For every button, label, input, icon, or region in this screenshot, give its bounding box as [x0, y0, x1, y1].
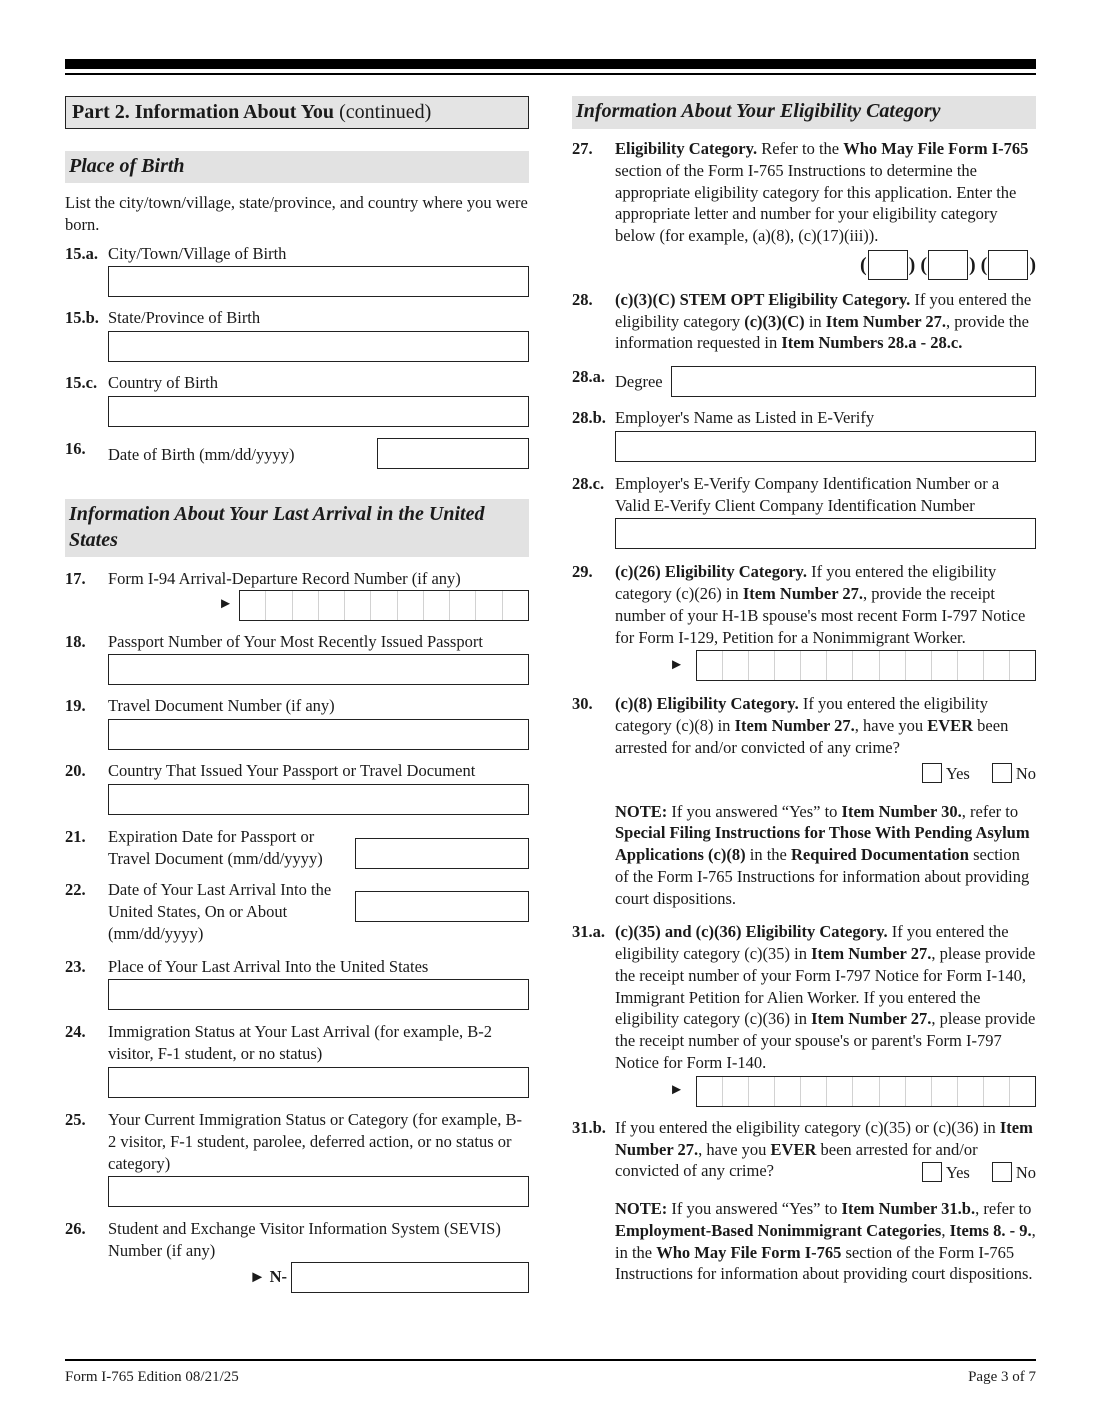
item-28 — [572, 289, 1036, 354]
item-21 — [65, 826, 529, 870]
item-31b — [572, 1117, 1036, 1285]
item-number: 27. — [572, 139, 593, 158]
item-number: 31.a. — [572, 922, 605, 942]
item-number: 28.a. — [572, 367, 605, 387]
item-number: 29. — [572, 562, 593, 582]
yes-checkbox[interactable] — [922, 763, 942, 783]
place-of-birth-heading: Place of Birth — [65, 151, 529, 183]
top-rule-thick — [65, 59, 1036, 69]
field-label: City/Town/Village of Birth — [108, 243, 287, 263]
arrow-icon: ► — [669, 1082, 684, 1099]
state-of-birth-input[interactable] — [108, 331, 529, 362]
field-label: Country of Birth — [108, 373, 218, 393]
part-suffix: (continued) — [339, 101, 432, 123]
category-number-input[interactable] — [928, 250, 968, 280]
passport-number-input[interactable] — [108, 654, 529, 685]
field-label: Employer's Name as Listed in E-Verify — [615, 408, 875, 428]
arrow-icon: ► — [669, 657, 684, 674]
item-29-text: (c)(26) Eligibility Category. If you entered the eligibility category (c)(26) in Item Number 27., provide the receipt number of your H-1B spouse's most recent Form I-797 Notice for Form I-129, Petition for a Nonimmigrant Worker. — [615, 562, 1026, 647]
field-label: Passport Number of Your Most Recently Issued Passport — [108, 631, 483, 651]
item-28a — [572, 366, 1036, 397]
degree-input[interactable] — [671, 366, 1036, 397]
item-number: 24. — [65, 1022, 86, 1042]
i94-number-input[interactable] — [239, 590, 529, 621]
item-22 — [65, 879, 529, 944]
form-edition: Form I-765 Edition 08/21/25 — [65, 1369, 239, 1385]
page-footer — [65, 1359, 1036, 1385]
item-31a — [572, 921, 1036, 1106]
item-number: 31.b. — [572, 1117, 606, 1137]
item-number: 15.c. — [65, 373, 98, 393]
item-19 — [65, 695, 529, 750]
item-15c — [65, 372, 529, 427]
field-label: Place of Your Last Arrival Into the United States — [108, 956, 429, 976]
item-number: 19. — [65, 696, 86, 716]
item-number: 28.b. — [572, 408, 606, 428]
employer-name-input[interactable] — [615, 431, 1036, 462]
current-status-input[interactable] — [108, 1176, 529, 1207]
passport-expiration-input[interactable] — [355, 838, 529, 869]
yes-option[interactable]: Yes — [922, 1162, 970, 1184]
item-20 — [65, 760, 529, 815]
item-23 — [65, 956, 529, 1011]
yes-option[interactable]: Yes — [922, 763, 970, 785]
item-25 — [65, 1109, 529, 1207]
field-label: Country That Issued Your Passport or Travel Document — [108, 761, 476, 781]
item-28-text: (c)(3)(C) STEM OPT Eligibility Category. If you entered the eligibility category (c)(3)(C) in Item Number 27., provide the information requested in Item Numbers 28.a - 28.c. — [615, 289, 1032, 353]
everify-id-input[interactable] — [615, 518, 1036, 549]
city-of-birth-input[interactable] — [108, 266, 529, 297]
status-at-arrival-input[interactable] — [108, 1067, 529, 1098]
item-24 — [65, 1021, 529, 1098]
no-checkbox[interactable] — [992, 1162, 1012, 1182]
field-label: Employer's E-Verify Company Identification Number or a Valid E-Verify Client Company Identification Number — [615, 473, 1000, 515]
part-title: Part 2. Information About You — [72, 101, 335, 123]
sevis-number-input[interactable] — [291, 1262, 529, 1293]
field-label: Degree — [615, 372, 663, 392]
item-29 — [572, 561, 1036, 681]
last-arrival-heading: Information About Your Last Arrival in the United States — [65, 499, 529, 557]
field-label: Student and Exchange Visitor Information System (SEVIS) Number (if any) — [108, 1219, 501, 1261]
item-number: 18. — [65, 631, 86, 651]
item-number: 23. — [65, 956, 86, 976]
item-27-text: Eligibility Category. Refer to the Who May File Form I-765 section of the Form I-765 Instructions to determine the appropriate eligibility category for this application. Enter the appropriate letter and number for your eligibility category below (for example, (a)(8), (c)(17)(iii)). — [615, 139, 1029, 246]
item-27 — [572, 138, 1036, 280]
item-number: 28. — [572, 289, 593, 309]
i140-receipt-number-input[interactable] — [696, 1076, 1036, 1107]
date-of-birth-input[interactable] — [377, 438, 529, 469]
arrow-icon: ► — [218, 596, 233, 613]
country-of-birth-input[interactable] — [108, 396, 529, 427]
place-of-birth-intro: List the city/town/village, state/province, and country where you were born. — [65, 193, 528, 234]
field-label: Form I-94 Arrival-Departure Record Number (if any) — [108, 568, 461, 588]
item-28c — [572, 473, 1036, 550]
item-15a — [65, 243, 529, 298]
page-number: Page 3 of 7 — [968, 1369, 1036, 1385]
item-15b — [65, 307, 529, 362]
item-number: 26. — [65, 1219, 86, 1239]
item-31a-text: (c)(35) and (c)(36) Eligibility Category. If you entered the eligibility category (c)(35) in Item Number 27., please provide the receipt number of your Form I-797 Notice for Form I-140, Immigrant Petition for Alien Worker. If you entered the eligibility category (c)(36) in Item Number 27., please provide the receipt number of your spouse's or parent's Form I-797 Notice for Form I-140. — [615, 922, 1036, 1072]
field-label: Your Current Immigration Status or Category (for example, B-2 visitor, F-1 student, parolee, deferred action, or no status or category) — [108, 1110, 522, 1173]
item-number: 15.b. — [65, 308, 99, 328]
item-number: 20. — [65, 761, 86, 781]
top-rule-thin — [65, 73, 1036, 75]
item-30 — [572, 693, 1036, 909]
yes-checkbox[interactable] — [922, 1162, 942, 1182]
item-number: 30. — [572, 694, 593, 714]
last-arrival-place-input[interactable] — [108, 979, 529, 1010]
category-subsection-input[interactable] — [988, 250, 1028, 280]
travel-document-input[interactable] — [108, 719, 529, 750]
item-26 — [65, 1218, 529, 1293]
last-arrival-date-input[interactable] — [355, 891, 529, 922]
item-31b-options — [922, 1162, 1036, 1184]
item-17 — [65, 568, 529, 621]
item-28b — [572, 407, 1036, 462]
field-label: State/Province of Birth — [108, 308, 261, 328]
item-number: 28.c. — [572, 473, 605, 493]
category-letter-input[interactable] — [868, 250, 908, 280]
left-column — [65, 96, 529, 1293]
item-number: 21. — [65, 826, 86, 846]
sevis-prefix: ► N- — [249, 1267, 287, 1287]
eligibility-category-row: ( ) ( ) ( ) — [615, 250, 1036, 280]
item-number: 17. — [65, 568, 86, 588]
field-label: Travel Document Number (if any) — [108, 696, 335, 716]
item-number: 22. — [65, 880, 86, 900]
right-column — [572, 96, 1036, 1285]
field-label: Date of Birth (mm/dd/yyyy) — [108, 444, 295, 464]
no-option[interactable]: No — [992, 1162, 1036, 1184]
part-header — [65, 96, 529, 129]
no-checkbox[interactable] — [992, 763, 1012, 783]
field-label: Date of Your Last Arrival Into the United States, On or About (mm/dd/yyyy) — [108, 880, 332, 943]
h1b-receipt-number-input[interactable] — [696, 650, 1036, 681]
field-label: Immigration Status at Your Last Arrival (for example, B-2 visitor, F-1 student, or no status) — [108, 1022, 493, 1064]
field-label: Expiration Date for Passport or Travel Document (mm/dd/yyyy) — [108, 826, 323, 868]
item-30-note: NOTE: If you answered “Yes” to Item Number 30., refer to Special Filing Instructions for Those With Pending Asylum Applications (c)(8) in the Required Documentation section of the Form I-765 Instructions for information about providing court dispositions. — [615, 801, 1030, 908]
no-option[interactable]: No — [992, 763, 1036, 785]
eligibility-heading: Information About Your Eligibility Category — [572, 96, 1036, 129]
item-number: 15.a. — [65, 243, 98, 263]
item-31b-note: NOTE: If you answered “Yes” to Item Number 31.b., refer to Employment-Based Nonimmigrant Categories, Items 8. - 9., in the Who May File Form I-765 section of the Form I-765 Instructions for information about providing court dispositions. — [615, 1199, 1036, 1284]
issuing-country-input[interactable] — [108, 784, 529, 815]
item-30-options — [615, 763, 1036, 785]
item-number: 16. — [65, 438, 86, 458]
item-30-text: (c)(8) Eligibility Category. If you entered the eligibility category (c)(8) in Item Number 27., have you EVER been arrested for and/or convicted of any crime? — [615, 694, 1009, 758]
item-16 — [65, 438, 529, 469]
item-31b-text: If you entered the eligibility category (c)(35) or (c)(36) in Item Number 27., have you EVER been arrested for and/or convicted of any crime? Yes No — [615, 1117, 1036, 1183]
item-number: 25. — [65, 1110, 86, 1130]
item-18 — [65, 631, 529, 686]
